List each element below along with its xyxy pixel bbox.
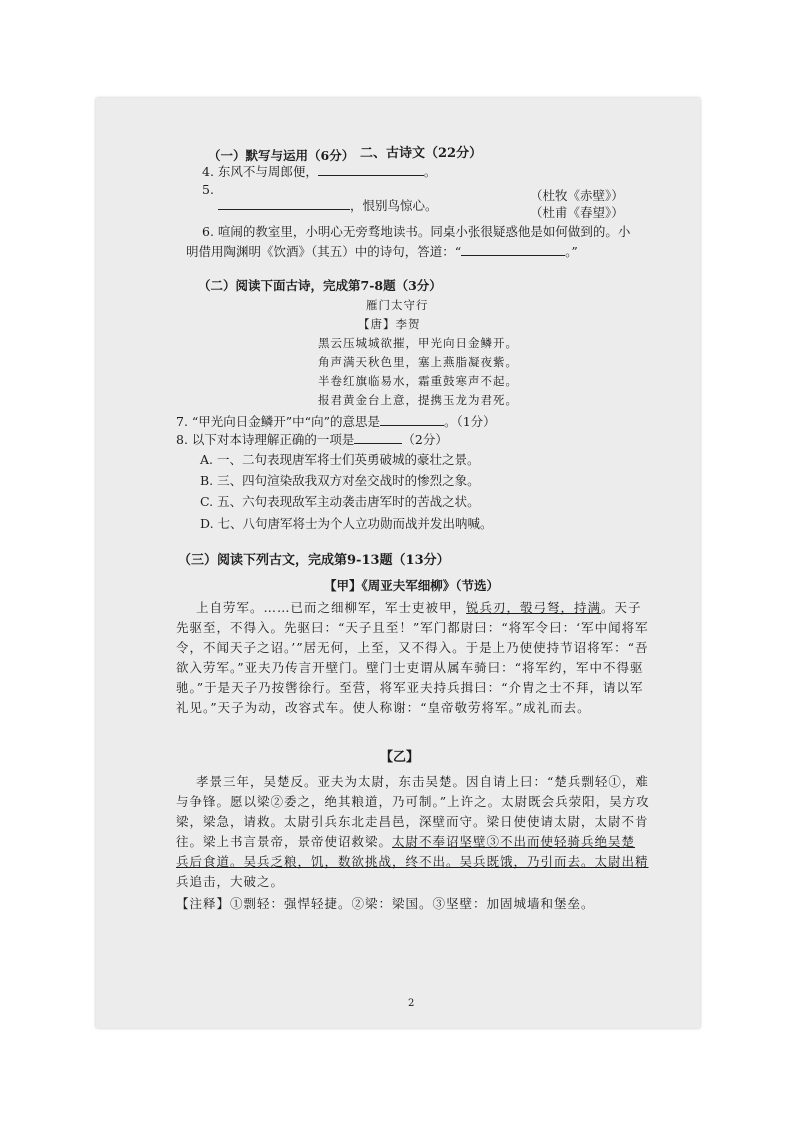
option-d: D. 七、八句唐军将士为个人立功勋而战并发出呐喊。	[200, 516, 493, 531]
question-8	[176, 432, 448, 448]
passage-jia-line: 令，不闻天子之诏。’”居无何，上至，又不得入。于是上乃使使持节诏将军：“吾	[176, 640, 649, 655]
option-c: C. 五、六句表现敌军主动袭击唐军时的苦战之状。	[200, 494, 480, 509]
passage-jia-title: 【甲】《周亚夫军细柳》（节选）	[324, 578, 500, 593]
passage-jia-line: 驰。”于是天子乃按辔徐行。至营，将军亚夫持兵揖曰：“介胄之士不拜，请以军	[176, 680, 644, 695]
passage-jia-line: 礼见。”天子为动，改容式车。使人称谢：“皇帝敬劳将军。”成礼而去。	[176, 700, 591, 715]
poem-title: 雁门太守行	[366, 298, 429, 312]
answer-blank	[354, 432, 402, 444]
option-b: B. 三、四句渲染敌我双方对垒交战时的惨烈之象。	[200, 473, 480, 488]
part3-heading: （三）阅读下列古文，完成第9-13题（13分）	[178, 553, 450, 568]
question-6-text: 明借用陶渊明《饮酒》（其五）中的诗句，答道：“	[186, 244, 462, 259]
passage-text: 上自劳军。……已而之细柳军，军士吏被甲，	[196, 600, 467, 615]
poem-line: 半卷红旗临易水，霜重鼓寒声不起。	[318, 374, 518, 388]
passage-jia-line: 欲入劳军。”亚夫乃传言开壁门。壁门士吏谓从属车骑曰：“将军约，军中不得驱	[176, 660, 644, 675]
footnote: 【注释】①剽轻：强悍轻捷。②梁：梁国。③坚壁：加固城墙和堡垒。	[176, 896, 595, 911]
question-5-source: （杜甫《春望》）	[530, 205, 624, 220]
question-8-text: 8. 以下对本诗理解正确的一项是	[176, 432, 355, 447]
question-7-text: 7. “甲光向日金鳞开”中“向”的意思是	[176, 414, 380, 429]
question-5-line	[218, 198, 438, 214]
part2-heading: （二）阅读下面古诗，完成第7-8题（3分）	[198, 278, 442, 293]
question-5	[202, 182, 214, 198]
page-number: 2	[408, 998, 415, 1009]
passage-yi-line	[176, 834, 635, 850]
passage-jia-line	[196, 600, 642, 616]
question-6-line2	[186, 244, 578, 260]
question-4: 4. 东风不与周郎便， 。	[202, 164, 437, 179]
question-6-line1: 6. 喧闹的教室里，小明心无旁骛地读书。同桌小张很疑惑他是如何做到的。小	[202, 224, 631, 239]
answer-blank	[318, 164, 424, 176]
question-8-score: （2分）	[402, 432, 448, 447]
underlined-text: 兵后食道。吴兵乏粮，饥，数欲挑战，终不出。吴兵既饿，乃引而去。太尉出精	[176, 854, 649, 869]
part1-heading: （一）默写与运用（6分）	[208, 148, 355, 163]
poem-line: 报君黄金台上意，提携玉龙为君死。	[318, 393, 518, 407]
poem-line: 黑云压城城欲摧，甲光向日金鳞开。	[318, 336, 518, 350]
question-5-text: ，恨别鸟惊心。	[350, 198, 438, 213]
passage-jia-line: 先驱至，不得入。先驱曰：“天子且至！”军门都尉曰：“将军令曰：‘军中闻将军	[176, 620, 649, 635]
passage-yi-line: 梁，梁急，请救。太尉引兵东北走昌邑，深壁而守。梁日使使请太尉，太尉不肯	[176, 814, 649, 829]
passage-yi-title: 【乙】	[380, 750, 420, 765]
question-6-end: 。”	[565, 244, 578, 259]
passage-text: 。天子	[601, 600, 642, 615]
answer-blank	[461, 244, 565, 256]
question-4-source: （杜牧《赤壁》）	[530, 188, 624, 203]
poem-author: 【唐】李贺	[358, 317, 421, 331]
answer-blank	[380, 414, 444, 426]
passage-yi-line: 兵追击，大破之。	[176, 874, 285, 889]
passage-text: 往。梁上书言景帝，景帝使诏救梁。	[176, 834, 393, 849]
option-a: A. 一、二句表现唐军将士们英勇破城的豪壮之景。	[200, 452, 480, 467]
passage-yi-line: 与争锋。愿以梁②委之，绝其粮道，乃可制。”上许之。太尉既会兵荥阳，吴方攻	[176, 794, 650, 809]
passage-yi-line	[176, 854, 649, 870]
question-5-number: 5.	[202, 182, 214, 197]
answer-blank	[218, 198, 350, 210]
exam-page	[96, 98, 700, 1028]
question-7-score: 。（1分）	[443, 414, 496, 429]
underlined-text: 太尉不奉诏坚壁③不出而使轻骑兵绝吴楚	[392, 834, 636, 849]
passage-yi-line: 孝景三年，吴楚反。亚夫为太尉，东击吴楚。因自请上曰：“楚兵剽轻①，难	[196, 774, 649, 789]
question-7	[176, 414, 496, 430]
poem-line: 角声满天秋色里，塞上燕脂凝夜紫。	[318, 355, 518, 369]
underlined-text: 锐兵刃，彀弓弩，持满	[466, 600, 602, 615]
section-title: 二、古诗文（22分）	[360, 146, 483, 161]
question-4-text: 4. 东风不与周郎便，	[202, 164, 318, 179]
